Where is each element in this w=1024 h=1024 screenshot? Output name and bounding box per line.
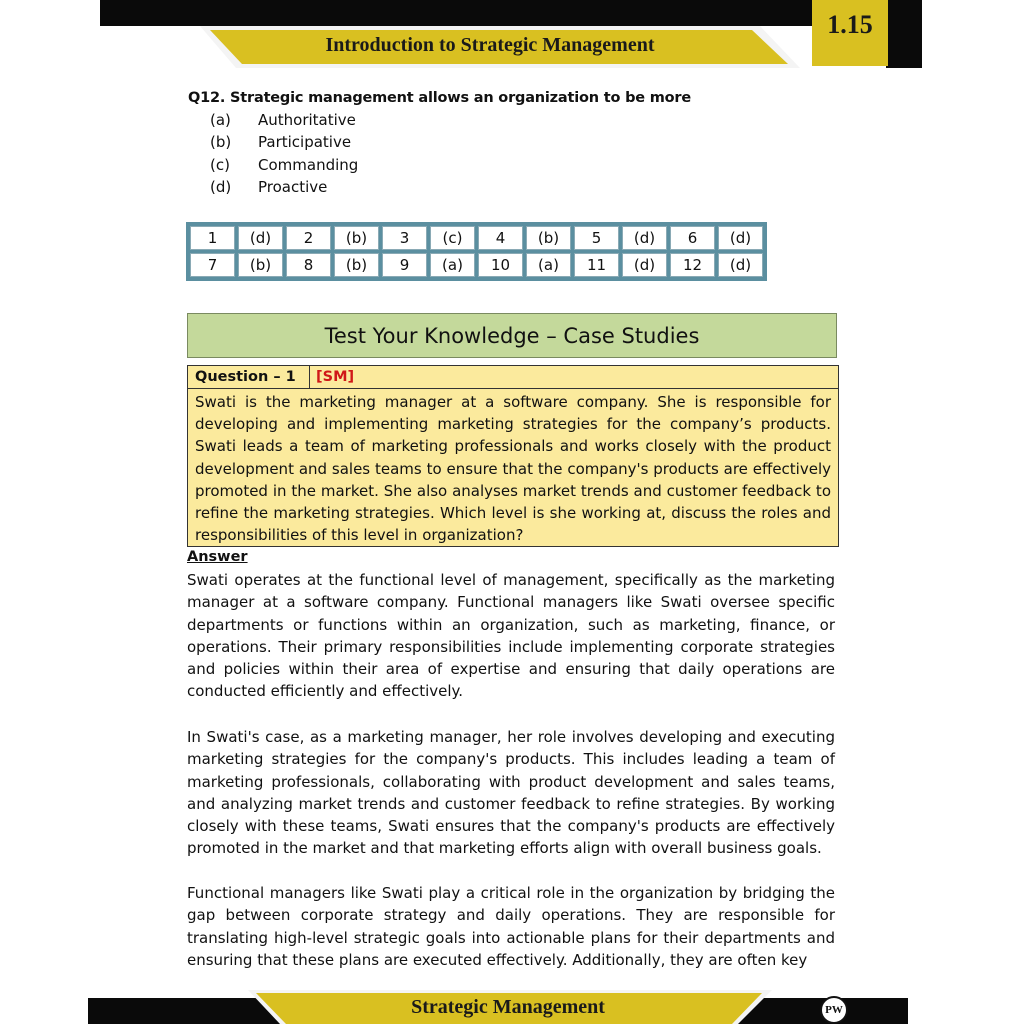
key-cell: 11 bbox=[574, 253, 619, 277]
mcq-option bbox=[188, 154, 691, 176]
option-text: Commanding bbox=[258, 155, 359, 174]
header-right-bar bbox=[886, 0, 922, 68]
pw-logo bbox=[820, 996, 848, 1024]
option-text: Proactive bbox=[258, 178, 328, 197]
table-row bbox=[190, 226, 763, 250]
key-cell: (a) bbox=[430, 253, 475, 277]
answer-paragraph: Functional managers like Swati play a critical role in the organization by bridging the gap between corporate strategy and daily operations. They are responsible for translating high-level strategic goals into actionable plans for their departments and ensuring that these plans are executed effectively. Additionally, they are often key bbox=[187, 884, 835, 969]
key-cell: (b) bbox=[238, 253, 283, 277]
footer-title: Strategic Management bbox=[411, 996, 605, 1018]
key-cell: (d) bbox=[622, 226, 667, 250]
question-label: Question – 1 bbox=[188, 366, 310, 388]
key-cell: 7 bbox=[190, 253, 235, 277]
option-key: (d) bbox=[210, 178, 232, 197]
key-cell: 2 bbox=[286, 226, 331, 250]
mcq-option bbox=[188, 109, 691, 131]
question-box bbox=[187, 365, 839, 547]
key-cell: (b) bbox=[526, 226, 571, 250]
mcq-question: Q12. Strategic management allows an organization to be more bbox=[188, 90, 691, 106]
answer-label: Answer bbox=[187, 549, 248, 565]
header-top-bar bbox=[100, 0, 922, 26]
mcq-option bbox=[188, 176, 691, 198]
key-cell: 4 bbox=[478, 226, 523, 250]
mcq-option bbox=[188, 131, 691, 153]
question-tag: [SM] bbox=[316, 369, 355, 385]
answer-key-table bbox=[186, 222, 767, 281]
table-row bbox=[190, 253, 763, 277]
option-key: (a) bbox=[210, 111, 231, 129]
option-text: Participative bbox=[258, 133, 352, 152]
logo-text: PW bbox=[825, 1004, 843, 1016]
key-cell: 6 bbox=[670, 226, 715, 250]
question-header bbox=[188, 366, 838, 389]
key-cell: (b) bbox=[334, 226, 379, 250]
key-cell: 1 bbox=[190, 226, 235, 250]
option-key: (c) bbox=[210, 155, 230, 174]
key-cell: 9 bbox=[382, 253, 427, 277]
page-number bbox=[812, 0, 888, 66]
option-key: (b) bbox=[210, 133, 232, 152]
key-cell: (d) bbox=[238, 226, 283, 250]
page-number-text: 1.15 bbox=[827, 10, 873, 39]
chapter-title: Introduction to Strategic Management bbox=[325, 34, 655, 56]
key-cell: (c) bbox=[430, 226, 475, 250]
key-cell: (d) bbox=[718, 253, 763, 277]
key-cell: (d) bbox=[718, 226, 763, 250]
mcq-question-block bbox=[188, 90, 691, 199]
key-cell: (b) bbox=[334, 253, 379, 277]
question-text: Swati is the marketing manager at a software company. She is responsible for developing and implementing marketing strategies for the company’s products. Swati leads a team of marketing professionals and works closely with the product development and sales teams to ensure that the company's products are effectively promoted in the market. She also analyses market trends and customer feedback to refine the marketing strategies. Which level is she working at, discuss the roles and responsibilities of this level in organization? bbox=[195, 393, 831, 545]
answer-paragraph: In Swati's case, as a marketing manager, her role involves developing and executing marketing strategies for the company's products. This includes leading a team of marketing professionals, collaborating with product development and sales teams, and analyzing market trends and customer feedback to refine strategies. By working closely with these teams, Swati ensures that the company's products are effectively promoted in the market and that marketing efforts align with overall business goals. bbox=[187, 728, 835, 858]
key-cell: 5 bbox=[574, 226, 619, 250]
option-text: Authoritative bbox=[258, 111, 356, 129]
key-cell: (d) bbox=[622, 253, 667, 277]
key-cell: 8 bbox=[286, 253, 331, 277]
answer-paragraph: Swati operates at the functional level of management, specifically as the marketing manager at a software company. Functional managers like Swati oversee specific departments or functions within an organization, such as marketing, finance, or operations. Their primary responsibilities include implementing corporate strategies and policies within their area of expertise and ensuring that daily operations are conducted efficiently and effectively. bbox=[187, 571, 835, 701]
case-studies-section-title: Test Your Knowledge – Case Studies bbox=[187, 313, 837, 358]
key-cell: 12 bbox=[670, 253, 715, 277]
key-cell: 10 bbox=[478, 253, 523, 277]
key-cell: 3 bbox=[382, 226, 427, 250]
key-cell: (a) bbox=[526, 253, 571, 277]
